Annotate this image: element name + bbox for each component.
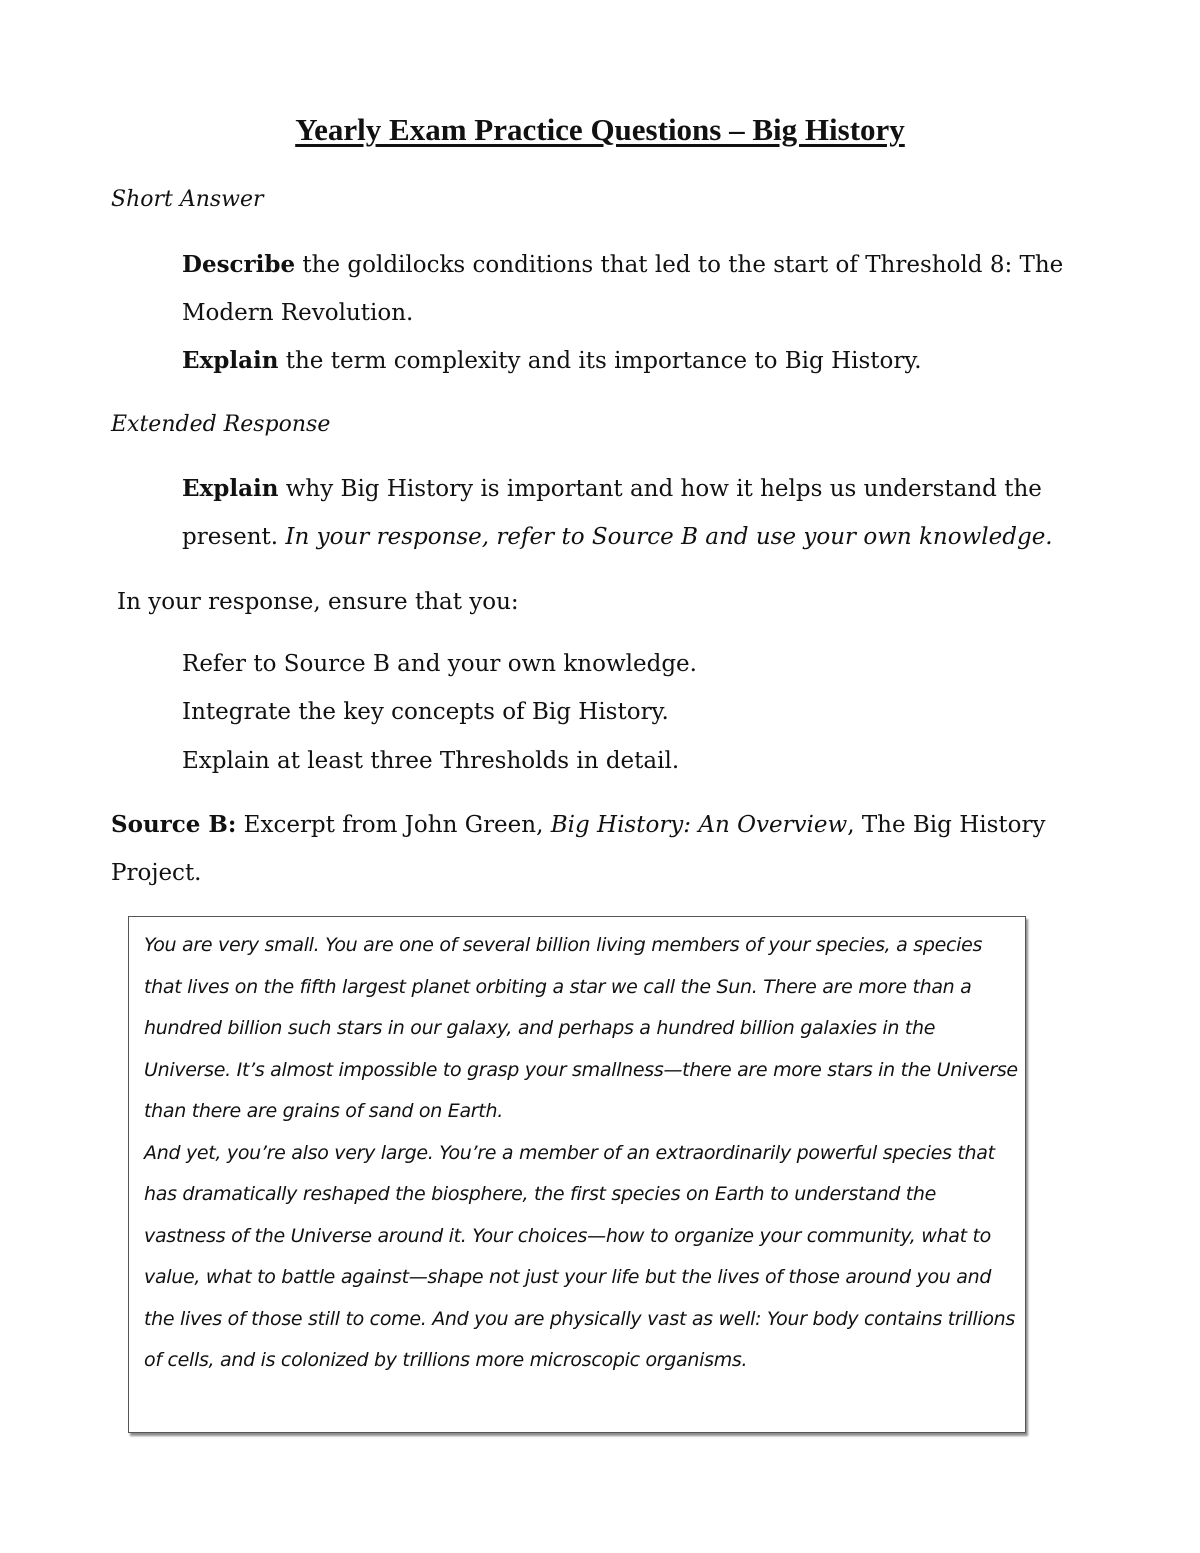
- question-1-text: the goldilocks conditions that led to the start of Threshold 8: The: [295, 252, 1064, 278]
- source-text-1: Excerpt from John Green,: [236, 812, 551, 838]
- page-title: Yearly Exam Practice Questions – Big History: [295, 112, 905, 147]
- source-citation: [111, 810, 1046, 840]
- question-1-continuation: Modern Revolution.: [182, 300, 414, 326]
- ensure-point-2: Integrate the key concepts of Big History.: [182, 699, 669, 725]
- question-3-continuation: [182, 522, 1053, 552]
- excerpt-paragraph-2: And yet, you’re also very large. You’re a member of an extraordinarily powerful species that has dramatically reshaped the biosphere, the first species on Earth to understand the vastness of the Universe around it. Your choices—how to organize your community, what to value, what to battle against—shape not just your life but the lives of those around you and the lives of those still to come. And you are physically vast as well: Your body contains trillions of cells, and is colonized by trillions more microscopic organisms.: [144, 1141, 1016, 1371]
- source-work-title: Big History: An Overview: [550, 812, 848, 838]
- question-3-text: why Big History is important and how it helps us understand the: [278, 476, 1042, 502]
- source-citation-continuation: Project.: [111, 860, 202, 886]
- question-2-verb: Explain: [182, 347, 279, 374]
- question-3: [182, 474, 1042, 504]
- extended-response-heading: Extended Response: [111, 412, 331, 437]
- question-1-verb: Describe: [182, 251, 296, 278]
- ensure-point-1: Refer to Source B and your own knowledge.: [182, 651, 697, 677]
- ensure-point-3: Explain at least three Thresholds in detail.: [182, 748, 680, 774]
- source-excerpt: [144, 925, 1019, 1382]
- question-1: [182, 250, 1063, 280]
- question-2: [182, 346, 922, 376]
- short-answer-heading: Short Answer: [111, 187, 264, 212]
- source-text-2: , The Big History: [847, 812, 1046, 838]
- question-3-cont-plain: present.: [182, 524, 286, 550]
- source-excerpt-box: [128, 916, 1026, 1433]
- question-2-text: the term complexity and its importance to Big History.: [278, 348, 922, 374]
- question-3-verb: Explain: [182, 475, 279, 502]
- ensure-intro: In your response, ensure that you:: [117, 589, 519, 615]
- source-label: Source B:: [111, 811, 237, 838]
- question-3-cont-italic: In your response, refer to Source B and use your own knowledge.: [285, 524, 1053, 550]
- excerpt-paragraph-1: You are very small. You are one of several billion living members of your species, a species that lives on the fifth largest planet orbiting a star we call the Sun. There are more than a hundred billion such stars in our galaxy, and perhaps a hundred billion galaxies in the Universe. It’s almost impossible to grasp your smallness—there are more stars in the Universe than there are grains of sand on Earth.: [144, 934, 1018, 1122]
